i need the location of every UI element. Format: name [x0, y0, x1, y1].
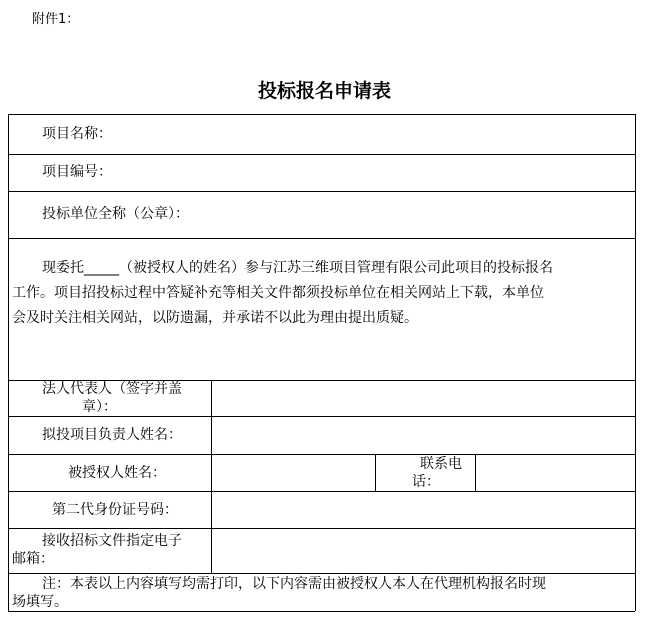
form-title-wrap: [0, 76, 649, 103]
email-field[interactable]: [213, 530, 633, 572]
legal-rep-label-line1: 法人代表人（签字并盖: [42, 381, 182, 397]
contact-phone-label-line1: 联系电: [420, 456, 462, 472]
project-leader-label: 拟投项目负责人姓名：: [42, 427, 182, 443]
project-name-field[interactable]: [128, 116, 628, 152]
note-line2: 场填写。: [12, 594, 68, 610]
authorized-person-label: 被授权人姓名：: [68, 465, 166, 481]
authorization-text-line2: 工作。项目招投标过程中答疑补充等相关文件都须投标单位在相关网站上下载，本单位: [12, 285, 544, 301]
contact-phone-field[interactable]: [477, 456, 633, 490]
authorized-person-field[interactable]: [213, 456, 373, 490]
contact-phone-label-line2: 话：: [412, 474, 440, 490]
email-label-line1: 接收招标文件指定电子: [42, 533, 182, 549]
note-line1: 注：本表以上内容填写均需打印，以下内容需由被授权人本人在代理机构报名时现: [42, 576, 546, 592]
id-number-label: 第二代身份证号码：: [52, 502, 178, 518]
application-form-table: [8, 114, 635, 611]
id-number-field[interactable]: [213, 493, 633, 527]
bidder-full-name-label: 投标单位全称（公章）：: [42, 206, 189, 222]
project-leader-field[interactable]: [213, 418, 633, 453]
project-number-label: 项目编号：: [42, 164, 112, 180]
email-label-line2: 邮箱：: [12, 551, 54, 567]
authorization-text-line1: 现委托_____（被授权人的姓名）参与江苏三维项目管理有限公司此项目的投标报名: [42, 260, 553, 276]
legal-rep-label-line2: 章）：: [82, 399, 117, 415]
bidder-full-name-field[interactable]: [218, 193, 628, 237]
authorization-text-line3: 会及时关注相关网站，以防遗漏，并承诺不以此为理由提出质疑。: [12, 310, 418, 326]
legal-rep-signature-field[interactable]: [213, 382, 633, 415]
attachment-label: 附件1：: [32, 12, 80, 27]
form-title: 投标报名申请表: [257, 80, 391, 102]
project-number-field[interactable]: [128, 156, 628, 190]
project-name-label: 项目名称：: [42, 126, 112, 142]
